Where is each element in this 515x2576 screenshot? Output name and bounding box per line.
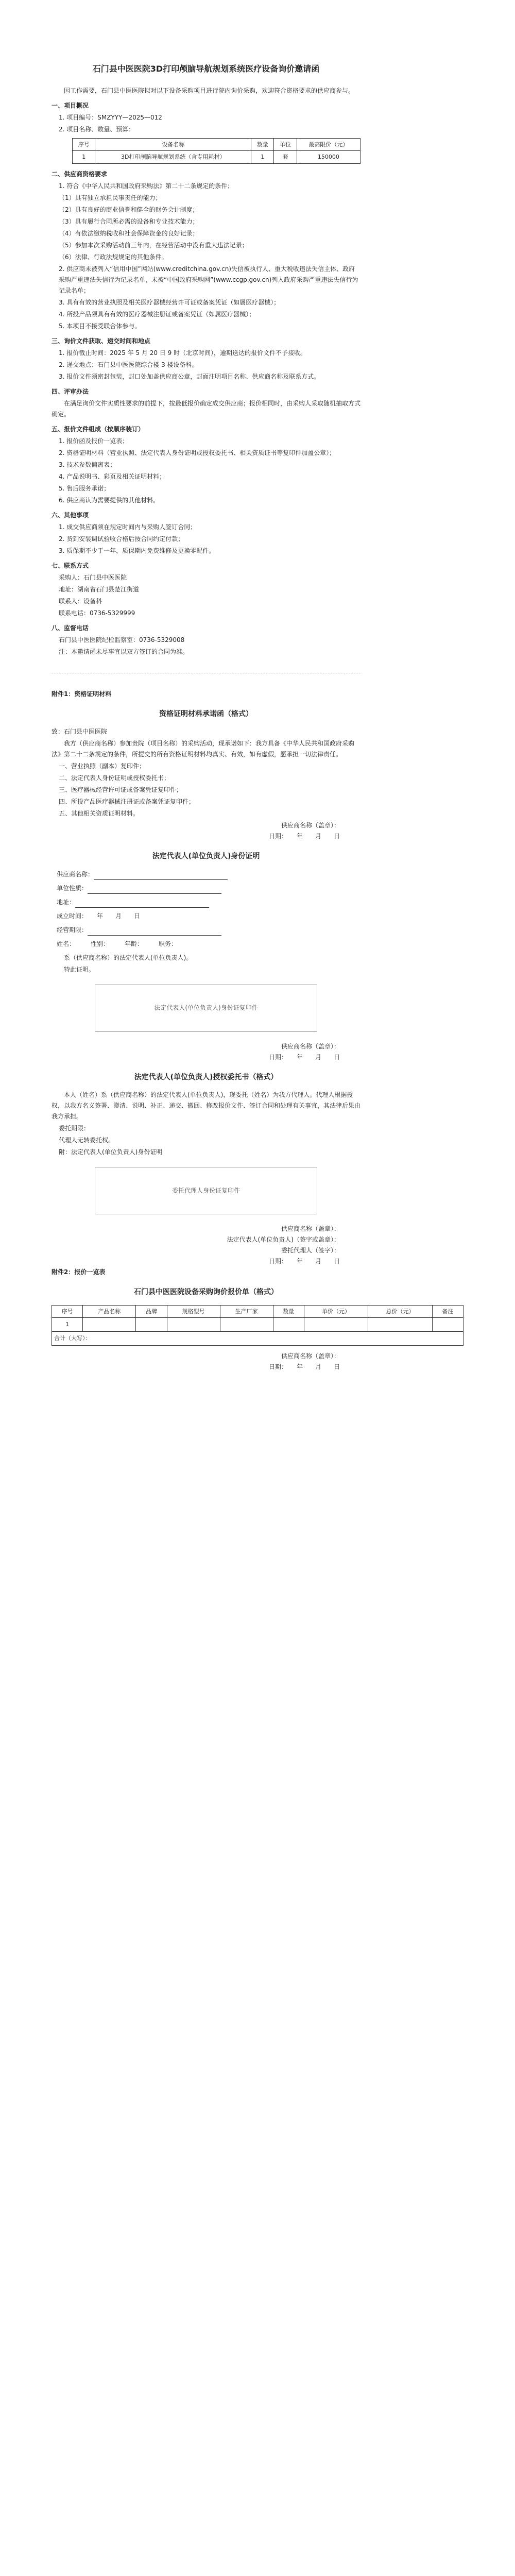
section-heading-1: 一、项目概况 — [52, 102, 89, 109]
form-title: 石门县中医医院设备采购询价报价单（格式） — [134, 1288, 278, 1296]
supervision-phone: 石门县中医医院纪检监察室：0736-5329008 — [59, 636, 185, 643]
contact-line: 采购人：石门县中医医院 — [59, 573, 127, 581]
list-item: 1. 报价函及报价一览表； — [59, 437, 129, 445]
note-text: 注：本邀请函未尽事宜以双方签订的合同为准。 — [59, 648, 189, 655]
form-title: 资格证明材料承诺函（格式） — [159, 709, 253, 718]
list-item: （2）具有良好的商业信誉和健全的财务会计制度； — [59, 206, 199, 213]
list-item: 1. 成交供应商须在规定时间内与采购人签订合同； — [59, 523, 197, 531]
attachment-heading: 附件1：资格证明材料 — [52, 690, 112, 698]
table-header-cell: 生产厂家 — [220, 1305, 273, 1317]
form-recipient: 致：石门县中医医院 — [52, 728, 108, 735]
form-note: 特此证明。 — [64, 965, 95, 973]
attachment-heading: 附件2：报价一览表 — [52, 1268, 106, 1276]
evaluation-text: 在满足询价文件实质性要求的前提下，按最低报价确定成交供应商；报价相同时，由采购人采取随机抽取方式确定。 — [52, 399, 361, 418]
signature-line: 供应商名称（盖章）： — [281, 1352, 340, 1360]
table-cell: 150000 — [297, 151, 360, 163]
field-label: 成立时间： 年 月 日 — [57, 912, 141, 920]
table-row — [73, 151, 360, 163]
form-field — [57, 897, 360, 908]
table-header-cell: 序号 — [52, 1305, 83, 1317]
section-heading-6: 六、其他事项 — [52, 511, 89, 519]
date-line: 日期： 年 月 日 — [268, 1053, 340, 1061]
blank-field[interactable] — [88, 886, 221, 894]
id-card-placeholder: 委托代理人身份证复印件 — [95, 1167, 317, 1214]
form-field — [57, 925, 360, 936]
contact-line: 联系电话：0736-5329999 — [59, 609, 135, 617]
project-table — [72, 138, 360, 164]
section-heading-7: 七、联系方式 — [52, 562, 89, 569]
table-cell[interactable] — [304, 1317, 368, 1331]
blank-field[interactable] — [94, 872, 228, 880]
list-item: 一、营业执照（副本）复印件； — [59, 762, 146, 770]
signature-line: 供应商名称（盖章）： — [281, 1042, 340, 1050]
table-header-cell: 产品名称 — [83, 1305, 136, 1317]
section-heading-4: 四、评审办法 — [52, 387, 89, 395]
list-item: （3）具有履行合同所必需的设备和专业技术能力； — [59, 217, 199, 225]
list-item: 2. 资格证明材料（营业执照、法定代表人身份证明或授权委托书、相关资质证书等复印件加盖公章）； — [59, 449, 336, 456]
table-header-cell: 单位 — [274, 139, 297, 151]
document-title: 石门县中医医院3D打印颅脑导航规划系统医疗设备询价邀请函 — [92, 64, 320, 74]
list-item: 五、其他相关资质证明材料。 — [59, 810, 140, 817]
table-header-cell: 备注 — [432, 1305, 463, 1317]
table-header-cell: 总价（元） — [368, 1305, 432, 1317]
list-item: 1. 报价截止时间：2025 年 5 月 20 日 9 时（北京时间），逾期送达的报价文件不予接收。 — [59, 349, 307, 357]
table-cell: 1 — [52, 1317, 83, 1331]
list-item: 6. 供应商认为需要提供的其他材料。 — [59, 496, 160, 504]
list-item: 3. 报价文件须密封包装，封口处加盖供应商公章，封面注明项目名称、供应商名称及联系方式。 — [59, 372, 320, 380]
table-header-cell: 规格型号 — [167, 1305, 220, 1317]
field-label: 姓名： 性别： 年龄： 职务： — [57, 940, 178, 947]
table-row — [52, 1317, 464, 1331]
list-item: （4）有依法缴纳税收和社会保障资金的良好记录； — [59, 229, 199, 237]
project-number: 1. 项目编号：SMZYYY—2025—012 — [59, 114, 162, 121]
table-cell[interactable] — [273, 1317, 304, 1331]
list-item: 4. 所投产品须具有有效的医疗器械注册证或备案凭证（如属医疗器械）； — [59, 310, 255, 318]
document-body — [0, 0, 454, 1393]
list-item: 2. 货到安装调试验收合格后按合同约定付款； — [59, 535, 184, 543]
section-heading-2: 二、供应商资格要求 — [52, 170, 108, 178]
contact-line: 地址：湖南省石门县楚江街道 — [59, 585, 140, 593]
table-cell: 套 — [274, 151, 297, 163]
list-item: 3. 质保期不少于一年，质保期内免费维修及更换零配件。 — [59, 547, 215, 554]
table-header-cell: 数量 — [273, 1305, 304, 1317]
list-item: 5. 本项目不接受联合体参与。 — [59, 322, 141, 330]
table-header-cell: 单价（元） — [304, 1305, 368, 1317]
form-body: 系（供应商名称）的法定代表人(单位负责人)。 — [64, 954, 193, 961]
table-cell[interactable] — [368, 1317, 432, 1331]
table-header-cell: 最高限价（元） — [297, 139, 360, 151]
field-label: 地址： — [57, 898, 76, 906]
table-cell[interactable] — [220, 1317, 273, 1331]
field-label: 单位性质： — [57, 884, 88, 892]
form-field — [57, 939, 360, 950]
table-cell[interactable] — [136, 1317, 167, 1331]
form-title: 法定代表人(单位负责人)身份证明 — [152, 852, 260, 860]
list-item: 四、所投产品医疗器械注册证或备案凭证复印件； — [59, 798, 195, 805]
list-item: 5. 售后服务承诺； — [59, 484, 110, 492]
section-heading-3: 三、询价文件获取、递交时间和地点 — [52, 337, 151, 345]
blank-field[interactable] — [75, 900, 209, 908]
signature-line: 委托代理人（签字）： — [281, 1247, 340, 1254]
id-card-placeholder: 法定代表人(单位负责人)身份证复印件 — [95, 985, 317, 1032]
list-item: 二、法定代表人身份证明或授权委托书； — [59, 774, 170, 782]
signature-line: 供应商名称（盖章）： — [281, 822, 340, 829]
qualification-list — [52, 181, 360, 332]
quote-table — [52, 1305, 464, 1346]
form-body: 我方（供应商名称）参加贵院（项目名称）的采购活动，现承诺如下：我方具备《中华人民共和国政府采购法》第二十二条规定的条件，所提交的所有资格证明材料均真实、有效，如有虚假，愿承担一切法律责任。 — [52, 740, 355, 758]
list-item: 3. 具有有效的营业执照及相关医疗器械经营许可证或备案凭证（如属医疗器械）； — [59, 298, 280, 306]
table-header-cell: 品牌 — [136, 1305, 167, 1317]
table-cell[interactable] — [432, 1317, 463, 1331]
list-item: 1. 符合《中华人民共和国政府采购法》第二十二条规定的条件； — [59, 182, 234, 190]
table-header-row — [73, 139, 360, 151]
form-field — [57, 869, 360, 880]
table-cell[interactable] — [167, 1317, 220, 1331]
date-line: 日期： 年 月 日 — [268, 1363, 340, 1370]
list-item: 2. 供应商未被列入“信用中国”网站(www.creditchina.gov.cn)失信被执行人、重大税收违法失信主体、政府采购严重违法失信行为记录名单，未被“中国政府采购网”(www.ccgp.gov.cn)列入政府采购严重违法失信行为记录名单； — [59, 265, 358, 294]
table-header-cell: 序号 — [73, 139, 95, 151]
table-cell: 1 — [73, 151, 95, 163]
list-item: 代理人无转委托权。 — [59, 1137, 115, 1144]
contact-line: 联系人：设备科 — [59, 597, 102, 605]
form-title: 法定代表人(单位负责人)授权委托书（格式） — [134, 1073, 278, 1081]
list-item: （1）具有独立承担民事责任的能力； — [59, 194, 162, 201]
form-field — [57, 911, 360, 922]
field-label: 经营期限： — [57, 926, 88, 934]
list-item: 三、医疗器械经营许可证或备案凭证复印件； — [59, 786, 183, 793]
form-field — [57, 883, 360, 894]
project-name-label: 2. 项目名称、数量、预算： — [59, 126, 135, 133]
table-cell: 1 — [251, 151, 274, 163]
section-heading-8: 八、监督电话 — [52, 624, 89, 632]
table-header-cell: 数量 — [251, 139, 274, 151]
date-line: 日期： 年 月 日 — [268, 1258, 340, 1265]
table-header-cell: 设备名称 — [95, 139, 251, 151]
table-cell[interactable] — [83, 1317, 136, 1331]
list-item: （5）参加本次采购活动前三年内，在经营活动中没有重大违法记录； — [59, 241, 248, 249]
list-item: 2. 递交地点：石门县中医医院综合楼 3 楼设备科。 — [59, 361, 198, 368]
list-item: （6）法律、行政法规规定的其他条件。 — [59, 253, 168, 261]
intro-paragraph: 因工作需要，石门县中医医院拟对以下设备采购项目进行院内询价采购，欢迎符合资格要求的供应商参与。 — [64, 87, 355, 94]
form-body: 本人（姓名）系（供应商名称）的法定代表人(单位负责人)，现委托（姓名）为我方代理人。代理人根据授权，以我方名义签署、澄清、说明、补正、递交、撤回、修改报价文件、签订合同和处理有关事宜，其法律后果由我方承担。 — [52, 1091, 361, 1120]
signature-line: 法定代表人(单位负责人)（签字或盖章）： — [227, 1236, 340, 1243]
total-cell: 合计（大写）： — [52, 1331, 464, 1345]
list-item: 3. 技术参数偏离表； — [59, 461, 116, 468]
date-line: 日期： 年 月 日 — [268, 833, 340, 840]
table-cell: 3D打印颅脑导航规划系统（含专用耗材） — [95, 151, 251, 163]
table-header-row — [52, 1305, 464, 1317]
signature-line: 供应商名称（盖章）： — [281, 1225, 340, 1232]
blank-field[interactable] — [88, 928, 221, 936]
list-item: 委托期限： — [59, 1125, 90, 1132]
table-total-row — [52, 1331, 464, 1345]
field-label: 供应商名称： — [57, 870, 94, 878]
list-item: 附：法定代表人(单位负责人)身份证明 — [59, 1148, 163, 1156]
list-item: 4. 产品说明书、彩页及相关证明材料； — [59, 472, 166, 480]
section-heading-5: 五、报价文件组成（按顺序装订） — [52, 425, 145, 433]
